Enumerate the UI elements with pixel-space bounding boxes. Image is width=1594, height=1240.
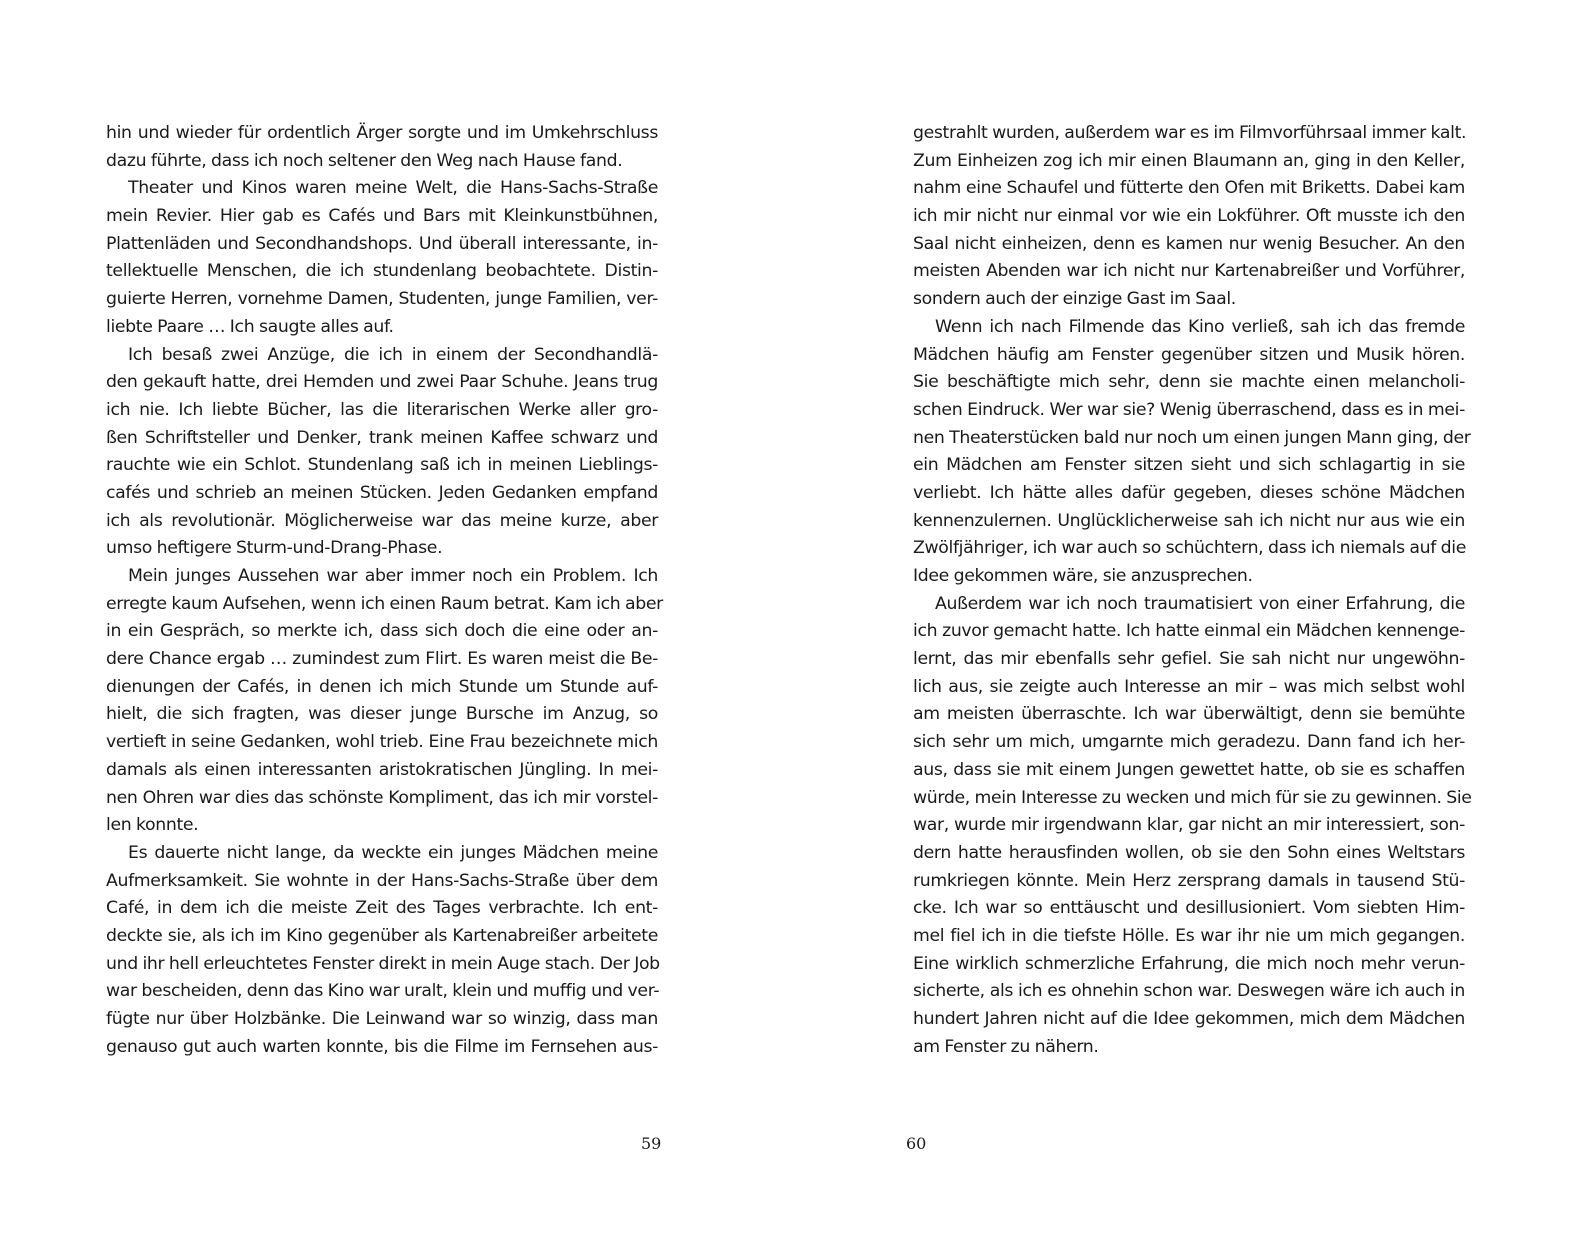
text-line: ich als revolutionär. Möglicherweise war das meine kurze, aber xyxy=(106,510,658,531)
text-line: sondern auch der einzige Gast im Saal. xyxy=(913,289,1236,310)
text-line: len konnte. xyxy=(106,815,199,836)
text-line: lernt, das mir ebenfalls sehr gefiel. Sie sah nicht nur ungewöhn- xyxy=(913,649,1465,670)
left-page-body xyxy=(106,120,663,1061)
right-page-number: 60 xyxy=(906,1134,927,1153)
text-line: Eine wirklich schmerzliche Erfahrung, die mich noch mehr verun- xyxy=(913,953,1465,974)
text-line: Ich besaß zwei Anzüge, die ich in einem der Secondhandlä- xyxy=(128,344,658,365)
text-line: cke. Ich war so enttäuscht und desillusioniert. Vom siebten Him- xyxy=(913,898,1465,919)
text-line: dienungen der Cafés, in denen ich mich Stunde um Stunde auf- xyxy=(106,676,658,697)
text-line: dazu führte, dass ich noch seltener den Weg nach Hause fand. xyxy=(106,150,623,171)
text-line: war, wurde mir irgendwann klar, gar nicht an mir interessiert, son- xyxy=(913,815,1465,836)
text-line: cafés und schrieb an meinen Stücken. Jeden Gedanken empfand xyxy=(106,482,658,503)
text-line: tellektuelle Menschen, die ich stundenlang beobachtete. Distin- xyxy=(106,261,658,282)
text-line: hin und wieder für ordentlich Ärger sorgte und im Umkehrschluss xyxy=(106,123,658,143)
text-line: sich sehr um mich, umgarnte mich geradezu. Dann fand ich her- xyxy=(913,732,1465,753)
text-line: mel fiel ich in die tiefste Hölle. Es war ihr nie um mich gegangen. xyxy=(913,925,1465,946)
text-line: hielt, die sich fragten, was dieser junge Bursche im Anzug, so xyxy=(106,704,658,725)
text-line: umso heftigere Sturm-und-Drang-Phase. xyxy=(106,538,443,559)
text-line: Zwölfjähriger, ich war auch so schüchtern, dass ich niemals auf die xyxy=(913,538,1467,559)
text-line: ich zuvor gemacht hatte. Ich hatte einmal ein Mädchen kennenge- xyxy=(913,621,1465,642)
left-page-number: 59 xyxy=(641,1134,662,1153)
text-line: Saal nicht einheizen, denn es kamen nur wenig Besucher. An den xyxy=(913,233,1465,254)
text-line: würde, mein Interesse zu wecken und mich für sie zu gewinnen. Sie xyxy=(913,787,1472,808)
text-line: ich mir nicht nur einmal vor wie ein Lokführer. Oft musste ich den xyxy=(913,206,1465,227)
text-line: nen Theaterstücken bald nur noch um einen jungen Mann ging, der xyxy=(913,427,1471,448)
text-line: vertieft in seine Gedanken, wohl trieb. Eine Frau bezeichnete mich xyxy=(106,732,658,753)
text-line: Plattenläden und Secondhandshops. Und überall interessante, in- xyxy=(106,233,658,254)
text-line: meisten Abenden war ich nicht nur Kartenabreißer und Vorführer, xyxy=(913,261,1465,282)
text-line: nahm eine Schaufel und fütterte den Ofen mit Briketts. Dabei kam xyxy=(913,178,1465,199)
text-line: war bescheiden, denn das Kino war uralt, klein und muffig und ver- xyxy=(106,981,660,1002)
text-line: verliebt. Ich hätte alles dafür gegeben, dieses schöne Mädchen xyxy=(913,482,1465,503)
text-line: Sie beschäftigte mich sehr, denn sie machte einen melancholi- xyxy=(913,372,1465,393)
text-line: genauso gut auch warten konnte, bis die Filme im Fernsehen aus- xyxy=(106,1036,658,1057)
text-line: mein Revier. Hier gab es Cafés und Bars mit Kleinkunstbühnen, xyxy=(106,206,658,227)
text-line: nen Ohren war dies das schönste Kompliment, das ich mir vorstel- xyxy=(106,787,658,808)
text-line: und ihr hell erleuchtetes Fenster direkt in mein Auge stach. Der Job xyxy=(106,953,660,974)
text-line: aus, dass sie mit einem Jungen gewettet hatte, ob sie es schaffen xyxy=(913,759,1465,780)
text-line: damals als einen interessanten aristokratischen Jüngling. In mei- xyxy=(106,759,658,780)
text-line: Zum Einheizen zog ich mir einen Blaumann an, ging in den Keller, xyxy=(913,150,1465,171)
text-line: guierte Herren, vornehme Damen, Studenten, junge Familien, ver- xyxy=(106,289,658,310)
text-line: lich aus, sie zeigte auch Interesse an mir – was mich selbst wohl xyxy=(913,676,1465,697)
text-line: am meisten überraschte. Ich war überwältigt, denn sie bemühte xyxy=(913,704,1465,725)
text-line: Mädchen häufig am Fenster gegenüber sitzen und Musik hören. xyxy=(913,344,1465,365)
text-line: hundert Jahren nicht auf die Idee gekommen, mich dem Mädchen xyxy=(913,1009,1465,1029)
text-line: rumkriegen könnte. Mein Herz zersprang damals in tausend Stü- xyxy=(913,870,1465,891)
text-line: ich nie. Ich liebte Bücher, las die literarischen Werke aller gro- xyxy=(106,399,658,420)
text-line: Außerdem war ich noch traumatisiert von einer Erfahrung, die xyxy=(935,593,1465,614)
text-line: kennenzulernen. Unglücklicherweise sah ich nicht nur aus wie ein xyxy=(913,510,1465,531)
text-line: sicherte, als ich es ohnehin schon war. Deswegen wäre ich auch in xyxy=(913,981,1465,1002)
text-line: Café, in dem ich die meiste Zeit des Tages verbrachte. Ich ent- xyxy=(106,898,658,919)
text-line: Es dauerte nicht lange, da weckte ein junges Mädchen meine xyxy=(128,842,658,863)
text-line: Mein junges Aussehen war aber immer noch ein Problem. Ich xyxy=(128,566,658,586)
text-line: dern hatte herausfinden wollen, ob sie den Sohn eines Weltstars xyxy=(913,842,1465,863)
text-line: ßen Schriftsteller und Denker, trank meinen Kaffee schwarz und xyxy=(106,427,658,448)
right-page-body xyxy=(913,120,1472,1061)
text-line: liebte Paare … Ich saugte alles auf. xyxy=(106,316,394,337)
text-line: in ein Gespräch, so merkte ich, dass sich doch die eine oder an- xyxy=(106,621,658,642)
text-line: schen Eindruck. Wer war sie? Wenig überraschend, dass es in mei- xyxy=(913,399,1465,420)
text-line: rauchte wie ein Schlot. Stundenlang saß ich in meinen Lieblings- xyxy=(106,455,658,476)
text-line: gestrahlt wurden, außerdem war es im Filmvorführsaal immer kalt. xyxy=(913,123,1467,143)
text-line: Theater und Kinos waren meine Welt, die Hans-Sachs-Straße xyxy=(128,178,658,199)
text-line: am Fenster zu nähern. xyxy=(913,1036,1099,1057)
text-line: fügte nur über Holzbänke. Die Leinwand war so winzig, dass man xyxy=(106,1009,658,1029)
text-line: Wenn ich nach Filmende das Kino verließ, sah ich das fremde xyxy=(935,316,1465,337)
text-line: deckte sie, als ich im Kino gegenüber als Kartenabreißer arbeitete xyxy=(106,925,658,946)
text-line: ein Mädchen am Fenster sitzen sieht und sich schlagartig in sie xyxy=(913,455,1465,476)
text-line: erregte kaum Aufsehen, wenn ich einen Raum betrat. Kam ich aber xyxy=(106,593,663,614)
text-line: Aufmerksamkeit. Sie wohnte in der Hans-Sachs-Straße über dem xyxy=(106,870,658,891)
text-line: Idee gekommen wäre, sie anzusprechen. xyxy=(913,566,1253,586)
text-line: den gekauft hatte, drei Hemden und zwei Paar Schuhe. Jeans trug xyxy=(106,372,658,393)
text-line: dere Chance ergab … zumindest zum Flirt. Es waren meist die Be- xyxy=(106,649,658,670)
